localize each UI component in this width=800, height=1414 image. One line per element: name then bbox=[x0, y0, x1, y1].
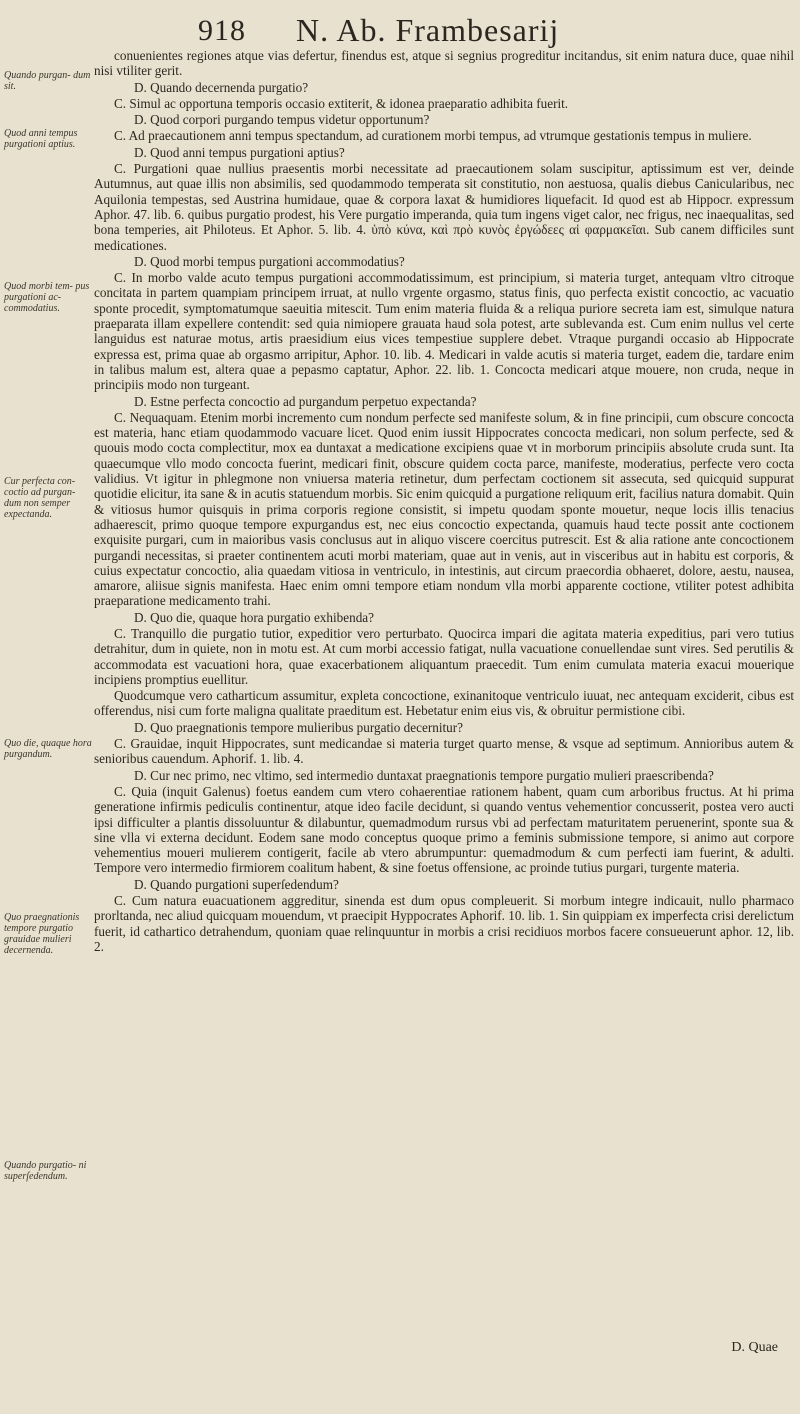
answer-paragraph: conuenientes regiones atque vias defertur, finendus est, atque si segnius progreditur incitandus, sit enim natura duce, quae nihil nisi vtiliter gerit. bbox=[94, 48, 794, 79]
margin-notes-column bbox=[4, 0, 90, 1414]
answer-paragraph: Quodcumque vero catharticum assumitur, expleta concoctione, exinanitoque ventriculo iuuat, nec antequam exciderit, cibus est offerendus, nisi cum forte maligna qualitate praeditum est. Hebetatur enim eius vis, & obruitur permistione cibi. bbox=[94, 688, 794, 719]
question-paragraph: D. Cur nec primo, nec vltimo, sed intermedio duntaxat praegnationis tempore purgatio mulieri praescribenda? bbox=[134, 767, 714, 783]
main-text bbox=[94, 48, 794, 1348]
answer-paragraph: C. Purgationi quae nullius praesentis morbi necessitate ad praecautionem solam suscipitur, aptissimum est ver, deinde Autumnus, aut quae illis non absimilis, sed quodammodo temperata sit constitutio, non aestuosa, qualis diebus Canicularibus, nec Aquilonia tempestas, sed Austrina humidaue, quae & corpora laxat & humidiores liquefacit. Id quod est ab Hippocr. expressum Aphor. 47. lib. 6. quibus purgatio prodest, his Vere purgatio imperanda, quia tum ingens viget calor, nec frigus, nec inaequalitas, sed bona temperies, ait Philoteus. Et Aphor. 5. lib. 4. ὑπὸ κύνα, καὶ πρὸ κυνὸς ἐργώδεες αἱ φαρμακεῖαι. Sub canem difficiles sunt medicationes. bbox=[94, 161, 794, 253]
running-title: N. Ab. Frambesarij bbox=[296, 12, 560, 48]
question-paragraph: D. Quo praegnationis tempore mulieribus purgatio decernitur? bbox=[134, 719, 463, 735]
question-paragraph: D. Quod morbi tempus purgationi accommodatius? bbox=[134, 253, 405, 269]
answer-paragraph: C. Simul ac opportuna temporis occasio extiterit, & idonea praeparatio adhibita fuerit. bbox=[114, 95, 569, 111]
answer-paragraph: C. Tranquillo die purgatio tutior, expeditior vero perturbato. Quocirca impari die agitata materia expeditius, pari vero tutius detrahitur, dum in quiete, non in motu est. At cum morbi accessio fatigat, nulla vacuatione conuellendae sunt vires. Sed perutilis & accommodata est vacuationi hora, quae exacerbationem aliquantum praecedit. Tum enim cumulata materia exacui mouerique incipiens promptius euellitur. bbox=[94, 625, 794, 687]
question-paragraph: D. Quando purgationi superſedendum? bbox=[134, 876, 339, 892]
answer-paragraph: C. Cum natura euacuationem aggreditur, sinenda est dum opus compleuerit. Si morbum integre indicauit, nullo pharmaco prorltanda, nec aliud quicquam mouendum, vt praecipit Hyppocrates Aphorif. 10. lib. 1. Sin quippiam ex imperfecta crisi derelictum fuerit, id cathartico detrahendum, quoniam quae relinquuntur in morbis a crisi recidiuos morbos facere consueuerunt aphor. 12, lib. 2. bbox=[94, 893, 794, 954]
margin-note: Quo praegnationis tempore purgatio grauidae mulieri decernenda. bbox=[4, 912, 80, 956]
page-number: 918 bbox=[198, 14, 246, 47]
margin-note: Quo die, quaque hora purgandum. bbox=[4, 738, 92, 760]
catchword: D. Quae bbox=[731, 1340, 778, 1355]
answer-paragraph: C. Ad praecautionem anni tempus spectandum, ad curationem morbi tempus, ad vtrumque gestationis tempus in muliere. bbox=[114, 128, 752, 144]
question-paragraph: D. Quod corpori purgando tempus videtur opportunum? bbox=[134, 112, 430, 128]
page-header bbox=[186, 8, 786, 52]
margin-note: Quando purgatio- ni superſedendum. bbox=[4, 1160, 87, 1182]
margin-note: Cur perfecta con- coctio ad purgan- dum non semper expectanda. bbox=[4, 476, 76, 520]
margin-note: Quod anni tempus purgationi aptius. bbox=[4, 128, 78, 150]
answer-paragraph: C. Nequaquam. Etenim morbi incremento cum nondum perfecte sed manifeste solum, & in fine principii, cum obscure concocta est materia, hanc etiam quodammodo vacuare licet. Quod enim iussit Hippocrates concocta medicari, non solum perfecte, sed & quouis modo cocta complectitur, mox ea duntaxat a medicatione excipiens quae vt in morborum principiis absolute cruda sunt. Ita quaecumque vllo modo concocta fuerint, medicari finit, obscure quidem cocta parce, manifeste, moderatius, perfecte vero cocta validius. Vt igitur in phlegmone non vniuersa materia retinetur, dum perfectam coctionem sit assecuta, sed quicquid suppurat quotidie elicitur, ita sane & in acutis statuendum morbis. Sic enim quicquid a purgatione reliquum erit, facilius natura domabit. Quin & vitiosus humor quisquis in prima corporis regione consistit, si impetu quodam sponte mouetur, neque locis illis tenacius adhaerescit, primo quoque tempore expurgandus est, nec eius concoctio expectanda, quamuis haud tecte possit ante coctionem exquisite purgari, cum in maioribus vasis conclusus aut in aliquo viscere coercitus putrescit. Est & alia ratione ante concoctionem purgandi necessitas, si praeter continentem acuti morbi materiam, quae aut in venis, aut in visceribus aut in habitu est corporis, & cuius expectatur concoctio, alia quaedam vitiosa in ventriculo, in intestinis, aut circum praecordia obhaeret, dolore, aestu, nausea, amarore, aliisue signis manifesta. Haec enim omni tempore etiam nondum vlla morbi apparente coctione, vtiliter potest adhibita praeparatione medicamento trahi. bbox=[94, 409, 794, 609]
question-paragraph: D. Quo die, quaque hora purgatio exhibenda? bbox=[134, 609, 374, 625]
answer-paragraph: C. Quia (inquit Galenus) foetus eandem cum vtero cohaerentiae rationem habent, quam cum arboribus fructus. At hi prima generatione infirmis pediculis continentur, atque ideo facile decidunt, si quando ventus vehementior concusserit, postea vero aucti ipsi difficulter a plantis dissoluuntur & dilabuntur, quemadmodum rursus vbi ad perfectam maturitatem peruenerint, sponte sua & sine vlla vi externa decidunt. Eodem sane modo conceptus quoque primo a feminis submissione tempore, si animo aut corpore vehementius moueri mulierem contigerit, facile ab vtero abrumpuntur: quemadmodum & cum perfecti iam fuerint, & adulti. Tempore vero intermedio firmiorem coalitum habent, & sine foetus offensione, ac proinde tutius purgari, turgente materia. bbox=[94, 783, 794, 876]
question-paragraph: D. Estne perfecta concoctio ad purgandum perpetuo expectanda? bbox=[134, 393, 477, 409]
margin-note: Quod morbi tem- pus purgationi ac- commodatius. bbox=[4, 281, 90, 314]
margin-note: Quando purgan- dum sit. bbox=[4, 70, 91, 92]
answer-paragraph: C. In morbo valde acuto tempus purgationi accommodatissimum, est principium, si materia turget, antequam vltro citroque concitata in partem quampiam principem irruat, at nullo vrgente orgasmo, status finis, quo perfecta existit concoctio, ac vacuatio sponte procedit, symptomatumque saeuitia mitescit. Tum enim materia fluida & a reliqua puriore secreta iam est, simulque natura praeparata illam expellere contendit: sed quia nimiopere grauata haud sola potest, arte sublevanda est. Cum enim nullus vel certe languidus est naturae motus, artis praesidium eius vices tempestiue supplere debet. Vtraque purgandi occasio ab Hippocrate expressa est, prima quae ab orgasmo arripitur, Aphor. 10. lib. 4. Medicari in valde acutis si materia turget, eadem die, tardare enim in talibus malum est, altera quae a pepasmo captatur, Aphor. 22. lib. 1. Concocta medicari atque mouere, non cruda, neque in principiis modo non turgeant. bbox=[94, 270, 794, 393]
answer-paragraph: C. Grauidae, inquit Hippocrates, sunt medicandae si materia turget quarto mense, & vsque ad septimum. Annioribus autem & senioribus cauendum. Aphorif. 1. lib. 4. bbox=[94, 736, 794, 767]
question-paragraph: D. Quod anni tempus purgationi aptius? bbox=[134, 144, 345, 160]
question-paragraph: D. Quando decernenda purgatio? bbox=[134, 79, 309, 95]
